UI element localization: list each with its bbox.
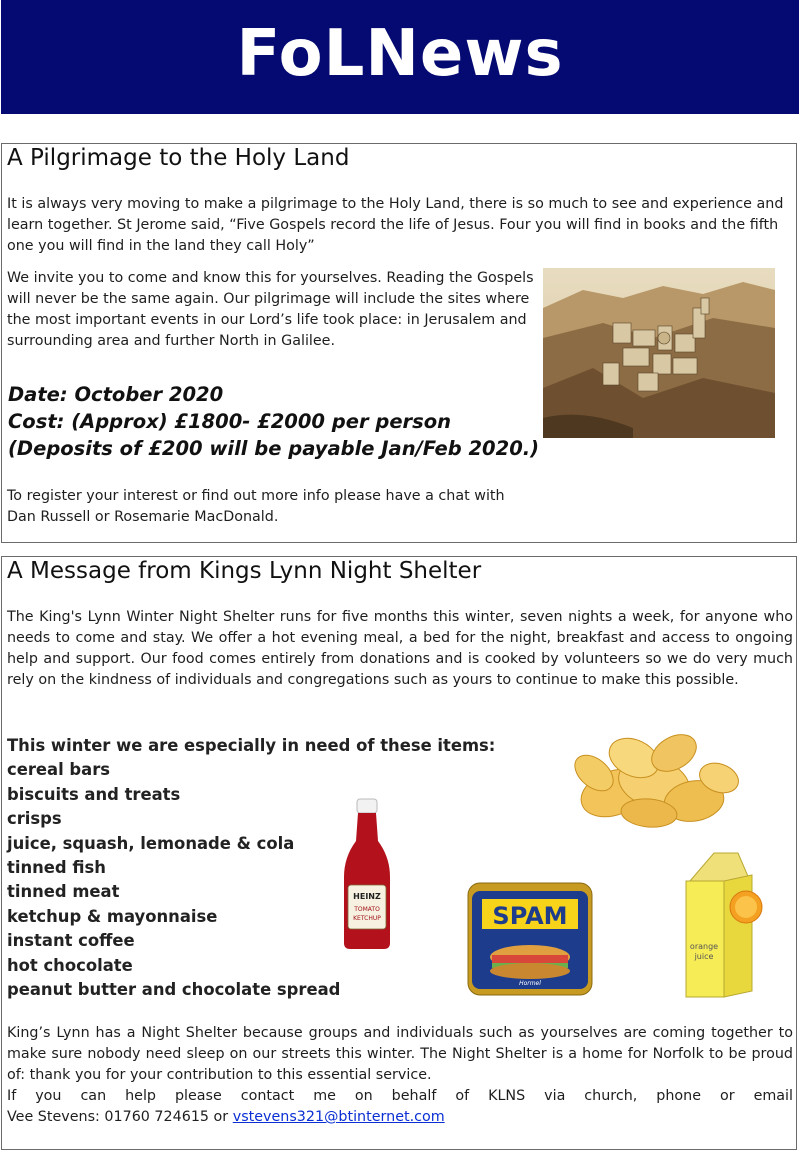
list-item: juice, squash, lemonade & cola xyxy=(7,833,295,853)
contact-email-link[interactable]: vstevens321@btinternet.com xyxy=(232,1109,445,1125)
night-shelter-heading: A Message from Kings Lynn Night Shelter xyxy=(7,558,482,584)
masthead xyxy=(1,0,799,114)
juice-label-line2: juice xyxy=(694,952,714,961)
night-shelter-section xyxy=(1,556,797,1150)
needs-list xyxy=(7,758,495,1002)
spam-label: SPAM xyxy=(492,902,568,930)
list-item: peanut butter and chocolate spread xyxy=(7,980,341,1000)
night-shelter-intro: The King's Lynn Winter Night Shelter runs for five months this winter, seven nights a week, for anyone who needs to come and stay. We offer a hot evening meal, a bed for the night, breakfast and access to ongoing help and support. Our food comes entirely from donations and is cooked by volunteers so we do very much rely on the kindness of individuals and congregations such as yours to continue to make this possible. xyxy=(7,609,793,688)
contact-details xyxy=(7,1107,793,1128)
newsletter-title: FoLNews xyxy=(236,17,564,91)
pilgrimage-section xyxy=(1,143,797,543)
trip-cost: Cost: (Approx) £1800- £2000 per person xyxy=(8,410,452,433)
ketchup-label-line3: KETCHUP xyxy=(353,915,381,922)
juice-label-line1: orange xyxy=(689,942,719,951)
list-item: instant coffee xyxy=(7,931,135,951)
holy-land-photo xyxy=(543,268,775,438)
pilgrimage-intro: It is always very moving to make a pilgrimage to the Holy Land, there is so much to see and experience and learn together. St Jerome said, “Five Gospels record the life of Jesus. Four you will find in books and the fifth one you will find in the land they call Holy” xyxy=(7,196,784,254)
ketchup-label-brand: HEINZ xyxy=(353,892,381,901)
pilgrimage-heading: A Pilgrimage to the Holy Land xyxy=(7,145,350,171)
spam-can-picture xyxy=(464,877,596,1001)
list-item: biscuits and treats xyxy=(7,784,181,804)
night-shelter-closing: King’s Lynn has a Night Shelter because groups and individuals such as yourselves are coming together to make sure nobody need sleep on our streets this winter. The Night Shelter is a home for Norfolk to be proud of: thank you for your contribution to this essential service. xyxy=(7,1025,793,1083)
crisps-picture xyxy=(554,723,744,833)
orange-juice-carton-picture xyxy=(676,851,766,1003)
trip-date: Date: October 2020 xyxy=(8,383,224,406)
needs-heading: This winter we are especially in need of these items: xyxy=(7,736,496,755)
list-item: cereal bars xyxy=(7,760,111,780)
contact-request: If you can help please contact me on behalf of KLNS via church, phone or email xyxy=(7,1088,793,1104)
trip-details xyxy=(8,381,539,462)
spam-brand: Hormel xyxy=(519,980,541,987)
ketchup-label-line2: TOMATO xyxy=(354,906,380,913)
register-info xyxy=(7,486,707,528)
register-contacts: Dan Russell or Rosemarie MacDonald. xyxy=(7,509,279,525)
list-item: ketchup & mayonnaise xyxy=(7,906,218,926)
register-line-1: To register your interest or find out more info please have a chat with xyxy=(7,488,505,504)
contact-name-phone: Vee Stevens: 01760 724615 or xyxy=(7,1109,233,1125)
list-item: tinned meat xyxy=(7,882,120,902)
ketchup-bottle-picture xyxy=(338,797,396,953)
list-item: crisps xyxy=(7,809,62,829)
needs-list-block xyxy=(7,734,495,1002)
pilgrimage-invitation: We invite you to come and know this for yourselves. Reading the Gospels will never be the same again. Our pilgrimage will include the sites where the most important events in our Lord’s life took place: in Jerusalem and surrounding area and further North in Galilee. xyxy=(7,270,534,349)
list-item: hot chocolate xyxy=(7,955,133,975)
trip-deposit: (Deposits of £200 will be payable Jan/Feb 2020.) xyxy=(8,437,540,460)
list-item: tinned fish xyxy=(7,858,106,878)
